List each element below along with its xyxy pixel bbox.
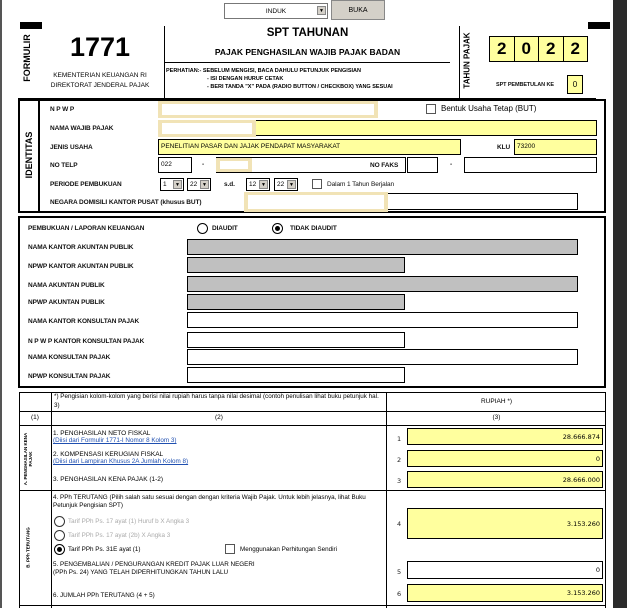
fax-dash: - (450, 161, 453, 168)
taxable-income-field[interactable]: 28.666.000 (407, 471, 603, 488)
but-label: Bentuk Usaha Tetap (BUT) (441, 104, 537, 113)
col1-header: (1) (31, 414, 39, 421)
not-audited-label: TIDAK DIAUDIT (290, 225, 337, 232)
period-to-month-select[interactable] (246, 178, 270, 191)
period-sd-label: s.d. (224, 181, 235, 188)
tax-consultant-name-field[interactable] (187, 349, 578, 365)
window-border-left (0, 0, 2, 608)
tariff-radio-1[interactable] (54, 516, 65, 527)
tariff-label-2: Tarif PPh Ps. 17 ayat (2b) X Angka 3 (68, 532, 171, 539)
chevron-down-icon[interactable]: ▼ (200, 180, 209, 189)
not-audited-radio[interactable] (272, 223, 283, 234)
correction-field[interactable]: 0 (567, 75, 583, 94)
neto-fiskal-field[interactable]: 28.666.874 (407, 428, 603, 445)
section-a-label: A. PENGHASILAN KENA PAJAK (23, 432, 33, 486)
page-title: SPT TAHUNAN (266, 27, 349, 39)
audit-field-label: NPWP KONSULTAN PAJAK (28, 373, 111, 380)
open-button[interactable] (331, 0, 385, 20)
country-label: NEGARA DOMISILI KANTOR PUSAT (khusus BUT) (50, 199, 202, 206)
tax-year-boxes (489, 36, 588, 62)
table-note: *) Pengisian kolom-kolom yang berisi nilai rupiah harus tanpa nilai desimal (contoh penulisan lihat buku petunjuk hal. 3) (54, 393, 379, 409)
period-from-month-value: 1 (163, 181, 167, 188)
row1-label: 1. PENGHASILAN NETO FISKAL (53, 430, 151, 437)
row5-label: 5. PENGEMBALIAN / PENGURANGAN KREDIT PAJAK LUAR NEGERI (53, 561, 255, 568)
period-from-month-select[interactable] (160, 178, 184, 191)
phone-dash: - (202, 161, 205, 168)
audit-field-label: NAMA KANTOR AKUNTAN PUBLIK (28, 244, 134, 251)
foreign-tax-credit-field[interactable]: 0 (407, 561, 603, 579)
tariff-radio-2[interactable] (54, 530, 65, 541)
own-calc-label: Menggunakan Perhitungan Sendiri (240, 546, 337, 553)
total-pph-field[interactable]: 3.153.260 (407, 584, 603, 602)
chevron-down-icon[interactable]: ▼ (317, 6, 326, 15)
ministry-line2: DIREKTORAT JENDERAL PAJAK (50, 82, 150, 89)
phone-redaction (216, 158, 252, 172)
form-type-value: INDUK (265, 7, 287, 15)
audit-field-label: NAMA AKUNTAN PUBLIK (28, 282, 105, 289)
tariff-label-1: Tarif PPh Ps. 17 ayat (1) Huruf b X Angka 3 (68, 518, 190, 525)
fax-number-field[interactable] (464, 157, 597, 173)
own-calc-checkbox[interactable] (225, 544, 235, 554)
fax-area-field[interactable] (407, 157, 438, 173)
tax-year-digit: 2 (539, 37, 564, 61)
rupiah-header: RUPIAH *) (480, 398, 513, 405)
audit-field-label: NPWP AKUNTAN PUBLIK (28, 299, 105, 306)
audit-field-label: N P W P KANTOR KONSULTAN PAJAK (28, 338, 145, 345)
notice-line-1: - ISI DENGAN HURUF CETAK (207, 76, 284, 82)
public-accountant-name-field[interactable] (187, 276, 578, 292)
audit-field-label: NAMA KONSULTAN PAJAK (28, 354, 111, 361)
period-from-year-value: 22 (190, 181, 198, 188)
row4-label: 4. PPh TERUTANG (Pilih salah satu sesuai dengan dengan kriteria Wajib Pajak. Untuk lebih jelasnya, lihat Buku Petunjuk Pengisian SPT) (53, 494, 366, 509)
section-b-label: B. PPh TERUTANG (25, 527, 31, 568)
tax-consultant-office-npwp-field[interactable] (187, 332, 405, 348)
chevron-down-icon[interactable]: ▼ (173, 180, 182, 189)
row2-link[interactable]: (Diisi dari Lampiran Khusus 2A Jumlah Kolom 8) (53, 458, 189, 465)
tax-year-digit: 2 (570, 39, 580, 58)
tariff-label-3: Tarif PPh Ps. 31E ayat (1) (68, 546, 141, 553)
row-number: 5 (397, 568, 402, 576)
audit-field-label: NPWP KANTOR AKUNTAN PUBLIK (28, 263, 134, 270)
audit-field-label: NAMA KANTOR KONSULTAN PAJAK (28, 318, 140, 325)
klu-label: KLU (497, 144, 511, 151)
tax-consultant-npwp-field[interactable] (187, 367, 405, 383)
scrollbar-track[interactable] (613, 0, 627, 608)
notice (166, 67, 393, 91)
period-label: PERIODE PEMBUKUAN (50, 181, 122, 188)
tax-consultant-office-field[interactable] (187, 312, 578, 328)
row-number: 6 (397, 590, 402, 598)
table-row-line-1 (19, 411, 606, 412)
period-from-year-select[interactable] (187, 178, 211, 191)
audited-label: DIAUDIT (212, 225, 238, 232)
report-label: PEMBUKUAN / LAPORAN KEUANGAN (28, 225, 145, 232)
period-to-month-value: 12 (249, 181, 257, 188)
public-accountant-office-field[interactable] (187, 239, 578, 255)
header-divider-right (459, 26, 460, 98)
form-number: 1771 (69, 32, 131, 62)
npwp-field[interactable] (158, 101, 378, 118)
open-button-label: BUKA (348, 6, 368, 14)
name-field[interactable] (255, 120, 597, 136)
tax-year-label: TAHUN PAJAK (462, 32, 472, 89)
period-to-year-select[interactable] (274, 178, 298, 191)
chevron-down-icon[interactable]: ▼ (287, 180, 296, 189)
table-row-line-2 (19, 425, 606, 426)
row6-label: 6. JUMLAH PPh TERUTANG (4 + 5) (53, 592, 155, 599)
tax-year-digit: 2 (490, 37, 515, 61)
row-number: 3 (397, 477, 402, 485)
tax-year-digit: 0 (515, 37, 540, 61)
corner-marker-left (20, 22, 42, 29)
business-field[interactable]: PENELITIAN PASAR DAN JAJAK PENDAPAT MASYARAKAT (158, 139, 461, 155)
phone-area-field[interactable]: 022 (158, 157, 192, 173)
tariff-radio-3[interactable] (54, 544, 65, 555)
col3-header: (3) (492, 414, 501, 421)
col2-header: (2) (215, 414, 223, 421)
fax-label: NO FAKS (370, 162, 399, 169)
audited-radio[interactable] (197, 223, 208, 234)
corner-marker-right (588, 22, 610, 29)
name-field-redaction (158, 120, 256, 137)
row2-label: 2. KOMPENSASI KERUGIAN FISKAL (53, 451, 164, 458)
identitas-label: IDENTITAS (24, 131, 34, 179)
header-divider-mid (164, 62, 450, 63)
but-checkbox[interactable] (426, 104, 436, 114)
identitas-divider (38, 99, 40, 213)
phone-label: NO TELP (50, 162, 78, 169)
npwp-label: N P W P (50, 106, 75, 113)
klu-field[interactable]: 73200 (514, 139, 597, 155)
public-accountant-office-npwp-field[interactable] (187, 257, 405, 273)
table-row-line-4 (19, 605, 606, 606)
correction-label: SPT PEMBETULAN KE (496, 82, 554, 88)
within-year-checkbox[interactable] (312, 179, 322, 189)
formulir-label: FORMULIR (22, 34, 32, 82)
chevron-down-icon[interactable]: ▼ (259, 180, 268, 189)
page-subtitle: PAJAK PENGHASILAN WAJIB PAJAK BADAN (214, 47, 401, 57)
pph-terutang-field[interactable]: 3.153.260 (407, 508, 603, 539)
table-row-line-3 (19, 490, 606, 491)
ministry-line1: KEMENTERIAN KEUANGAN RI (53, 72, 147, 79)
public-accountant-npwp-field[interactable] (187, 294, 405, 310)
business-label: JENIS USAHA (50, 144, 93, 151)
name-label: NAMA WAJIB PAJAK (50, 125, 114, 132)
row-number: 4 (397, 520, 402, 528)
notice-line-0: PERHATIAN:- SEBELUM MENGISI, BACA DAHULU PETUNJUK PENGISIAN (166, 68, 361, 74)
row-number: 1 (397, 435, 402, 443)
form-type-select[interactable] (224, 3, 328, 19)
within-year-label: Dalam 1 Tahun Berjalan (327, 181, 395, 188)
notice-line-2: - BERI TANDA "X" PADA (RADIO BUTTON / CHECKBOX) YANG SESUAI (207, 84, 393, 90)
loss-compensation-field[interactable]: 0 (407, 450, 603, 467)
row-number: 2 (397, 456, 402, 464)
period-to-year-value: 22 (277, 181, 285, 188)
row1-link[interactable]: (Diisi dari Formulir 1771-I Nomor 8 Kolom 3) (53, 437, 177, 444)
row5-label2: (PPh Ps. 24) YANG TELAH DIPERHITUNGKAN TAHUN LALU (53, 569, 229, 576)
country-redaction (244, 192, 388, 212)
row3-label: 3. PENGHASILAN KENA PAJAK (1-2) (53, 476, 164, 483)
